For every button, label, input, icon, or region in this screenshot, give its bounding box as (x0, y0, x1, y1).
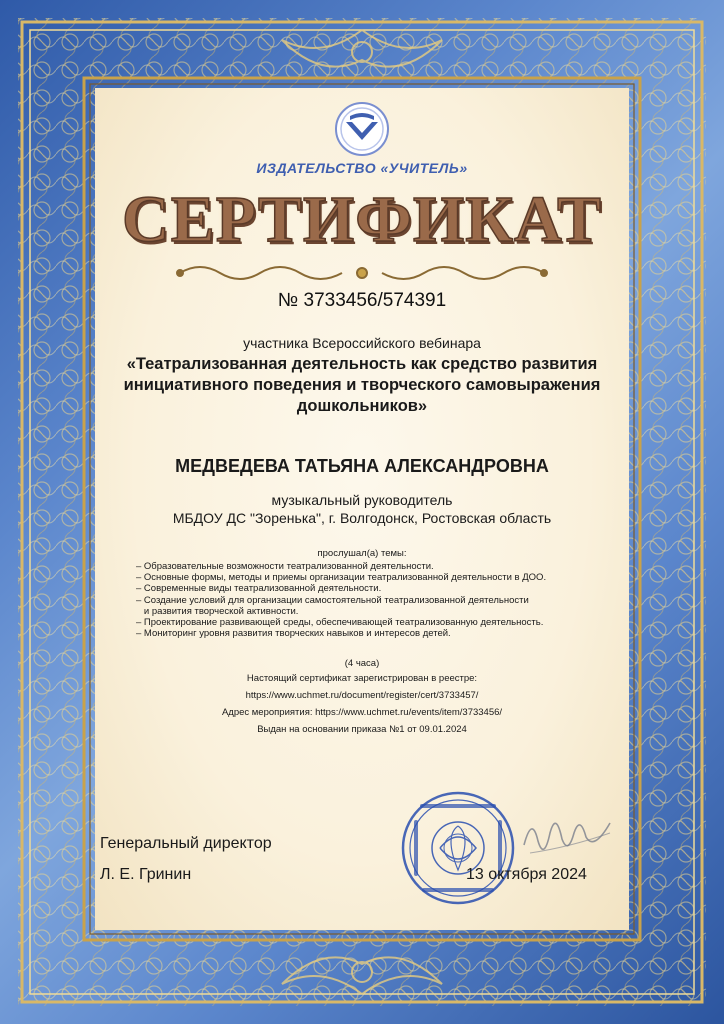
title-ornament-divider (170, 262, 554, 284)
publisher-stamp-icon (400, 790, 516, 906)
topic-item: – Проектирование развивающей среды, обеспечивающей театрализованную деятельность. (136, 617, 544, 629)
topic-item: – Современные виды театрализованной деятельности. (136, 583, 382, 595)
director-signature (520, 805, 615, 860)
certificate-number: № 3733456/574391 (277, 290, 447, 311)
publisher-name: ИЗДАТЕЛЬСТВО «УЧИТЕЛЬ» (256, 160, 468, 176)
topic-item: и развития творческой активности. (136, 605, 299, 617)
registry-url: https://www.uchmet.ru/document/register/cert/3733457/ (245, 690, 479, 701)
registry-statement: Настоящий сертификат зарегистрирован в реестре: (246, 673, 478, 684)
event-address: Адрес мероприятия: https://www.uchmet.ru/events/item/3733456/ (221, 707, 503, 718)
certificate-title: СЕРТИФИКАТ (122, 183, 602, 256)
participant-label: участника Всероссийского вебинара (243, 335, 481, 351)
topic-item: – Создание условий для организации самостоятельной театрализованной деятельности (136, 594, 529, 606)
issued-basis: Выдан на основании приказа №1 от 09.01.2024 (257, 724, 467, 735)
topic-item: – Мониторинг уровня развития творческих навыков и интересов детей. (136, 628, 451, 640)
webinar-title: «Театрализованная деятельность как средство развития инициативного поведения и творческого самовыражения дошкольников» (123, 355, 601, 415)
topics-list (136, 561, 616, 639)
hours-label: (4 часа) (344, 658, 380, 669)
topics-label: прослушал(а) темы: (317, 548, 407, 559)
director-title: Генеральный директор (100, 835, 272, 852)
issue-date: 13 октября 2024 (466, 866, 587, 883)
topic-item: – Образовательные возможности театрализованной деятельности. (136, 561, 434, 572)
recipient-name: МЕДВЕДЕВА ТАТЬЯНА АЛЕКСАНДРОВНА (175, 456, 549, 476)
director-name: Л. Е. Гринин (100, 866, 192, 883)
recipient-organization: МБДОУ ДС "Зоренька", г. Волгодонск, Ростовская область (172, 510, 552, 526)
topic-item: – Основные формы, методы и приемы организации театрализованной деятельности в ДОО. (136, 572, 547, 584)
publisher-logo-icon (332, 100, 392, 158)
recipient-position: музыкальный руководитель (271, 492, 453, 508)
